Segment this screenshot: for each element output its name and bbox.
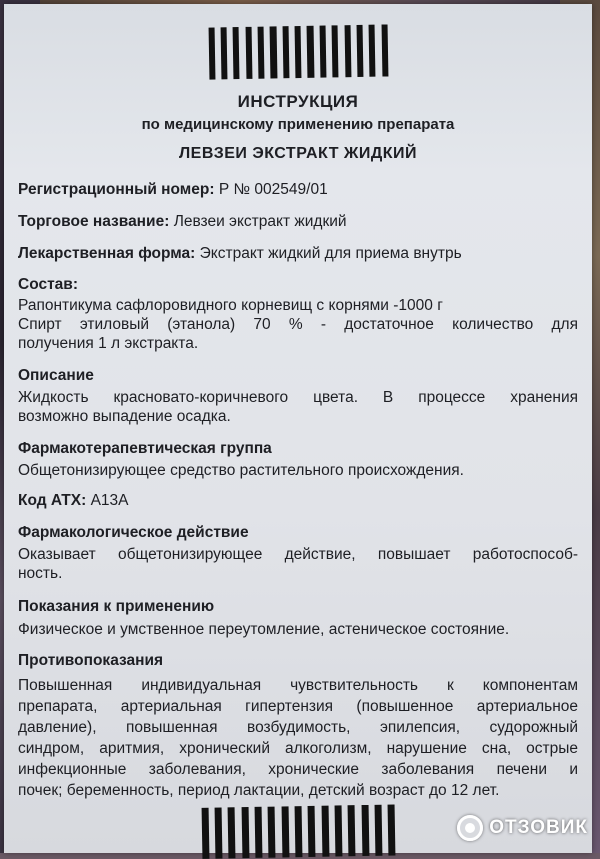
registration-label: Регистрационный номер: (18, 181, 215, 198)
description-heading: Описание (18, 367, 94, 384)
barcode-bottom (202, 804, 415, 859)
contraindications-text (18, 675, 578, 801)
pharm-action-line: ность. (18, 565, 63, 582)
contraindications-line: почек; беременность, период лактации, детский возраст до 12 лет. (18, 782, 500, 799)
composition-heading: Состав: (18, 276, 78, 293)
pharm-group-heading: Фармакотерапевтическая группа (18, 440, 272, 457)
atc-value: A13A (90, 492, 129, 509)
atc-code (18, 492, 129, 510)
instruction-leaflet (4, 4, 592, 853)
contraindications-heading: Противопоказания (18, 652, 164, 669)
barcode-bar (388, 804, 396, 855)
composition-line: Спирт этиловый (этанола) 70 % - достаточное количество для (18, 316, 578, 333)
dosage-form-label: Лекарственная форма: (18, 245, 196, 262)
composition-line: получения 1 л экстракта. (18, 335, 199, 352)
dosage-form (18, 245, 462, 263)
description-line: возможно выпадение осадка. (18, 408, 231, 425)
trade-name-value: Левзеи экстракт жидкий (173, 213, 347, 230)
contraindications-line: синдром, аритмия, хронический алкоголизм, нарушение сна, острые (18, 740, 578, 757)
trade-name (18, 213, 347, 231)
composition-line: Рапонтикума сафлоровидного корневищ с корнями -1000 г (18, 297, 443, 314)
watermark-text: ОТЗОВИК (489, 817, 588, 838)
registration-value: Р № 002549/01 (218, 181, 328, 198)
description-line: Жидкость красновато-коричневого цвета. В процессе хранения (18, 389, 578, 406)
otzovik-watermark (457, 815, 588, 841)
registration-number (18, 181, 328, 199)
document-title: ИНСТРУКЦИЯ (237, 92, 359, 111)
otzovik-logo-icon (457, 815, 483, 841)
barcode-top (209, 24, 390, 79)
pharm-action-line: Оказывает общетонизирующее действие, повышает работоспособ- (18, 546, 578, 563)
indications-heading: Показания к применению (18, 598, 215, 615)
pharm-action-heading: Фармакологическое действие (18, 524, 249, 541)
contraindications-line: Повышенная индивидуальная чувствительность к компонентам (18, 677, 578, 694)
description-text (18, 388, 578, 426)
atc-label: Код АТХ: (18, 492, 87, 509)
contraindications-line: препарата, артериальная гипертензия (повышенное артериальное (18, 698, 578, 715)
contraindications-line: инфекционные заболевания, хронические заболевания печени и (18, 761, 578, 778)
pharm-action-text (18, 545, 578, 583)
indications-text: Физическое и умственное переутомление, астеническое состояние. (18, 621, 510, 638)
composition-text (18, 296, 578, 353)
contraindications-line: давление), повышенная возбудимость, эпилепсия, судорожный (18, 719, 578, 736)
document-subtitle: по медицинскому применению препарата (141, 116, 455, 133)
product-title: ЛЕВЗЕИ ЭКСТРАКТ ЖИДКИЙ (178, 145, 418, 162)
barcode-bar (382, 24, 389, 76)
dosage-form-value: Экстракт жидкий для приема внутрь (199, 245, 462, 262)
pharm-group-text: Общетонизирующее средство растительного происхождения. (18, 462, 464, 479)
trade-name-label: Торговое название: (18, 213, 170, 230)
